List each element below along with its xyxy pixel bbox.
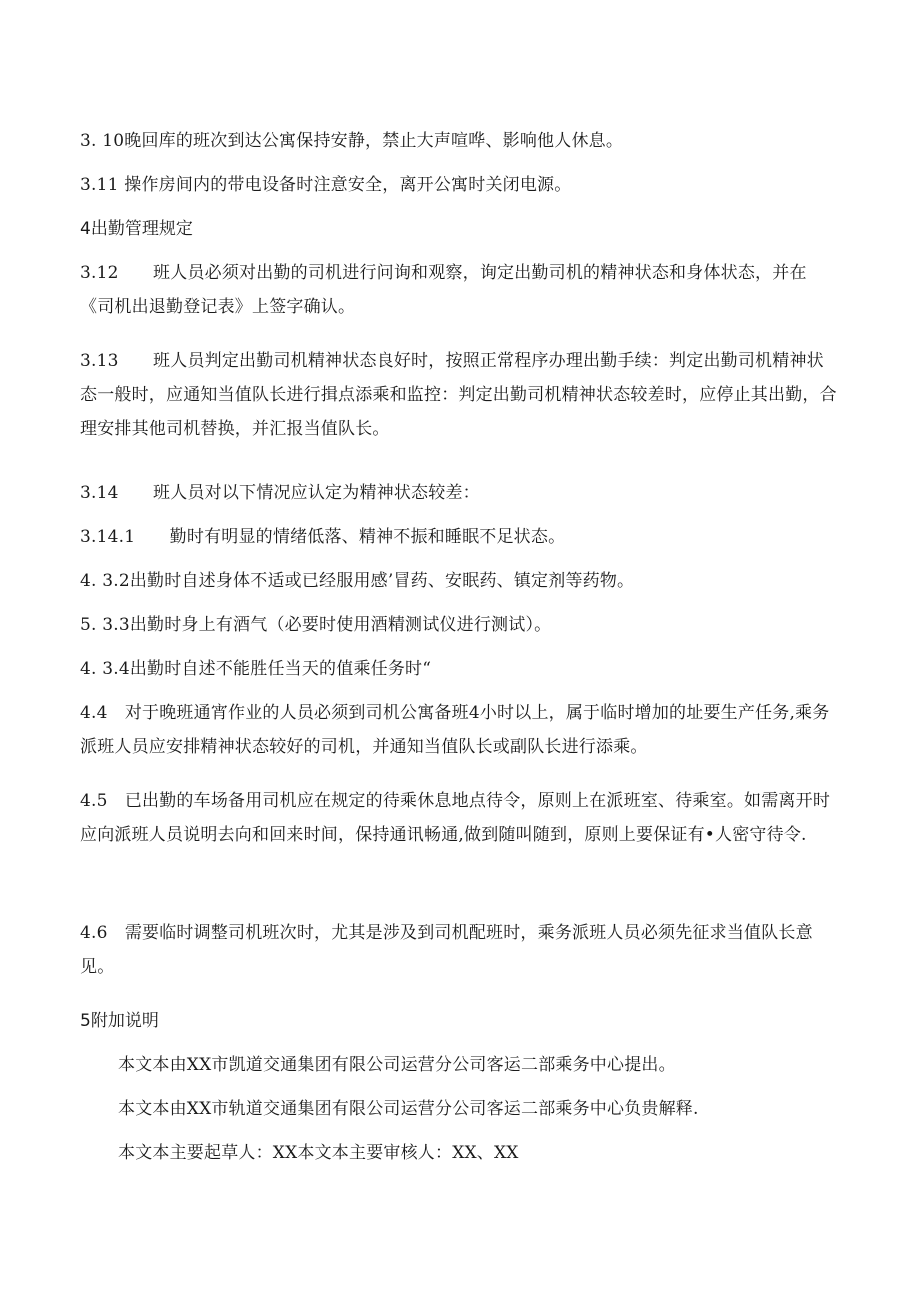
- paragraph-4-5: 4.5 已出勤的车场备用司机应在规定的待乘休息地点待令，原则上在派班室、待乘室。如需离开时应向派班人员说明去向和回来时间，保持通讯畅通,做到随叫随到，原则上要保证有•人密守待令.: [80, 791, 831, 845]
- paragraph-4-6: 4.6 需要临时调整司机班次时，尤其是涉及到司机配班时，乘务派班人员必须先征求当值队长意见。: [80, 923, 813, 977]
- paragraph-4-3-4: 4. 3.4出勤时自述不能胜任当天的值乘任务时“: [80, 659, 432, 679]
- paragraph-3-12: 3.12 班人员必须对出勤的司机进行问询和观察，询定出勤司机的精神状态和身体状态，并在《司机出退勤登记表》上签字确认。: [80, 263, 807, 317]
- note-drafters: 本文本主要起草人：XX本文本主要审核人：XX、XX: [118, 1143, 519, 1163]
- paragraph-3-10: 3. 10晚回库的班次到达公寓保持安静，禁止大声喧哗、影响他人休息。: [80, 131, 624, 151]
- paragraph-5-3-3: 5. 3.3出勤时身上有酒气（必要时使用酒精测试仪进行测试）。: [80, 615, 552, 635]
- paragraph-3-11: 3.11 操作房间内的带电设备时注意安全，离开公寓时关闭电源。: [80, 175, 572, 195]
- paragraph-3-13: 3.13 班人员判定出勤司机精神状态良好时，按照正常程序办理出勤手续：判定出勤司机精神状态一般时，应通知当值队长进行揖点添乘和监控：判定出勤司机精神状态较差时，应停止其出勤，合理安排其他司机替换，并汇报当值队长。: [80, 351, 837, 439]
- paragraph-4-4: 4.4 对于晚班通宵作业的人员必须到司机公寓备班4小时以上，属于临时增加的址要生产任务,乘务派班人员应安排精神状态较好的司机，并通知当值队长或副队长进行添乘。: [80, 703, 830, 757]
- section-heading-4: 4出勤管理规定: [80, 219, 193, 239]
- paragraph-3-14: 3.14 班人员对以下情况应认定为精神状态较差：: [80, 483, 480, 503]
- paragraph-3-14-1: 3.14.1 勤时有明显的情绪低落、精神不振和睡眠不足状态。: [80, 527, 566, 547]
- note-interpreter: 本文本由XX市轨道交通集团有限公司运营分公司客运二部乘务中心负贵解释.: [118, 1099, 699, 1119]
- paragraph-4-3-2: 4. 3.2出勤时自述身体不适或已经服用感’冒药、安眠药、镇定剂等药物。: [80, 571, 635, 591]
- section-heading-5: 5附加说明: [80, 1011, 159, 1031]
- note-proposer: 本文本由XX市凯道交通集团有限公司运营分公司客运二部乘务中心提出。: [118, 1055, 676, 1075]
